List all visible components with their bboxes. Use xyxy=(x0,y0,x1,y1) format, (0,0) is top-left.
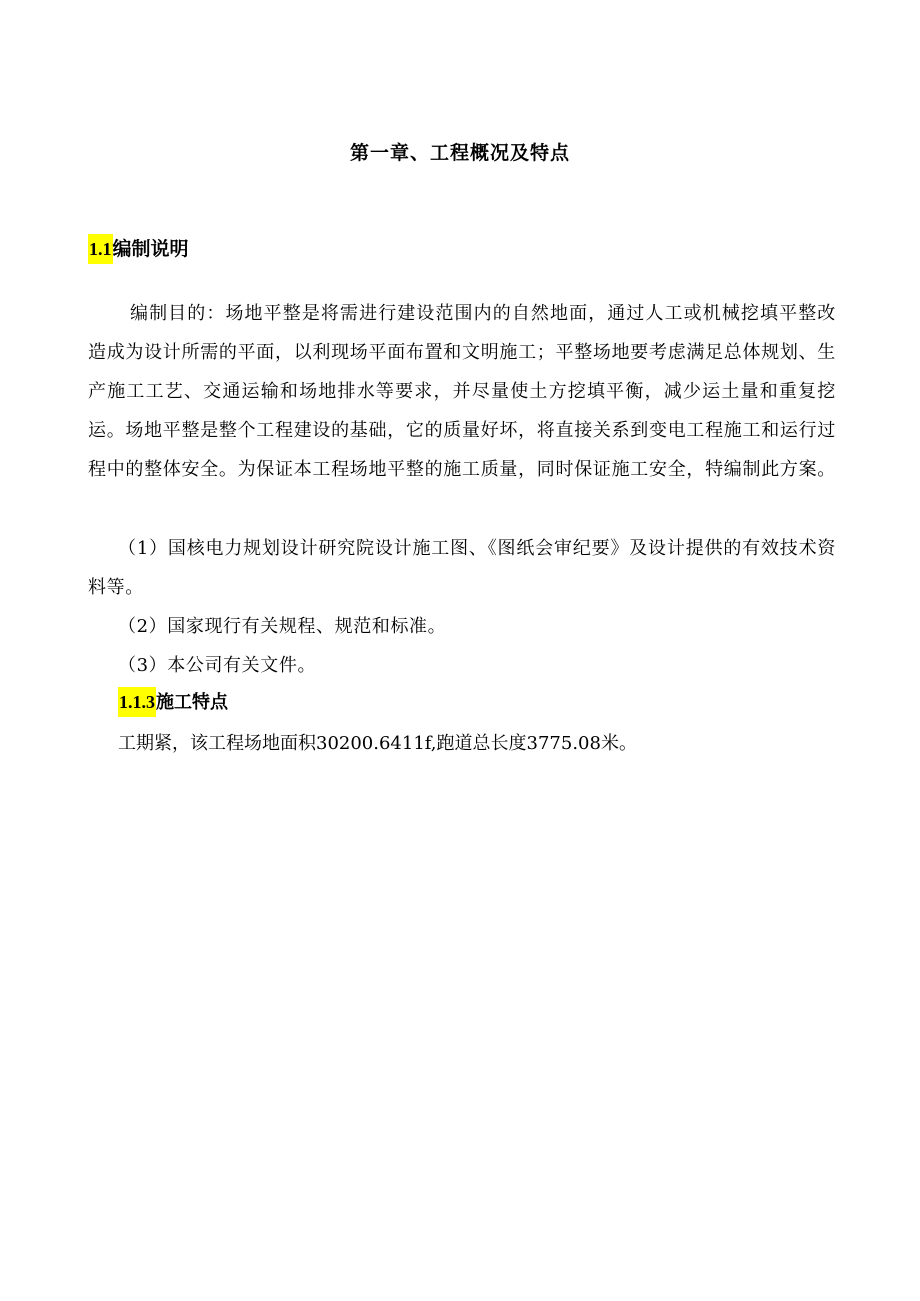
section-heading xyxy=(88,234,189,264)
basis-item-1: （1）国核电力规划设计研究院设计施工图、《图纸会审纪要》及设计提供的有效技术资料等。 xyxy=(88,538,836,598)
subsection-heading xyxy=(118,687,228,718)
chapter-title: 第一章、工程概况及特点 xyxy=(349,142,570,164)
basis-item-2: （2）国家现行有关规程、规范和标准。 xyxy=(118,616,447,637)
summary-text: 工期紧，该工程场地面积30200.6411f,跑道总长度3775.08米。 xyxy=(118,733,637,754)
intro-paragraph: 编制目的：场地平整是将需进行建设范围内的自然地面，通过人工或机械挖填平整改造成为设计所需的平面，以利现场平面布置和文明施工；平整场地要考虑满足总体规划、生产施工工艺、交通运输和场地排水等要求，并尽量使土方挖填平衡，减少运土量和重复挖运。场地平整是整个工程建设的基础，它的质量好坏，将直接关系到变电工程施工和运行过程中的整体安全。为保证本工程场地平整的施工质量，同时保证施工安全，特编制此方案。 xyxy=(88,303,836,480)
basis-item-3: （3）本公司有关文件。 xyxy=(118,655,317,676)
subsection-number-highlight: 1.1.3 xyxy=(118,687,156,717)
subsection-title: 施工特点 xyxy=(156,692,228,713)
section-title: 编制说明 xyxy=(112,238,189,260)
section-number-highlight: 1.1 xyxy=(88,234,113,264)
